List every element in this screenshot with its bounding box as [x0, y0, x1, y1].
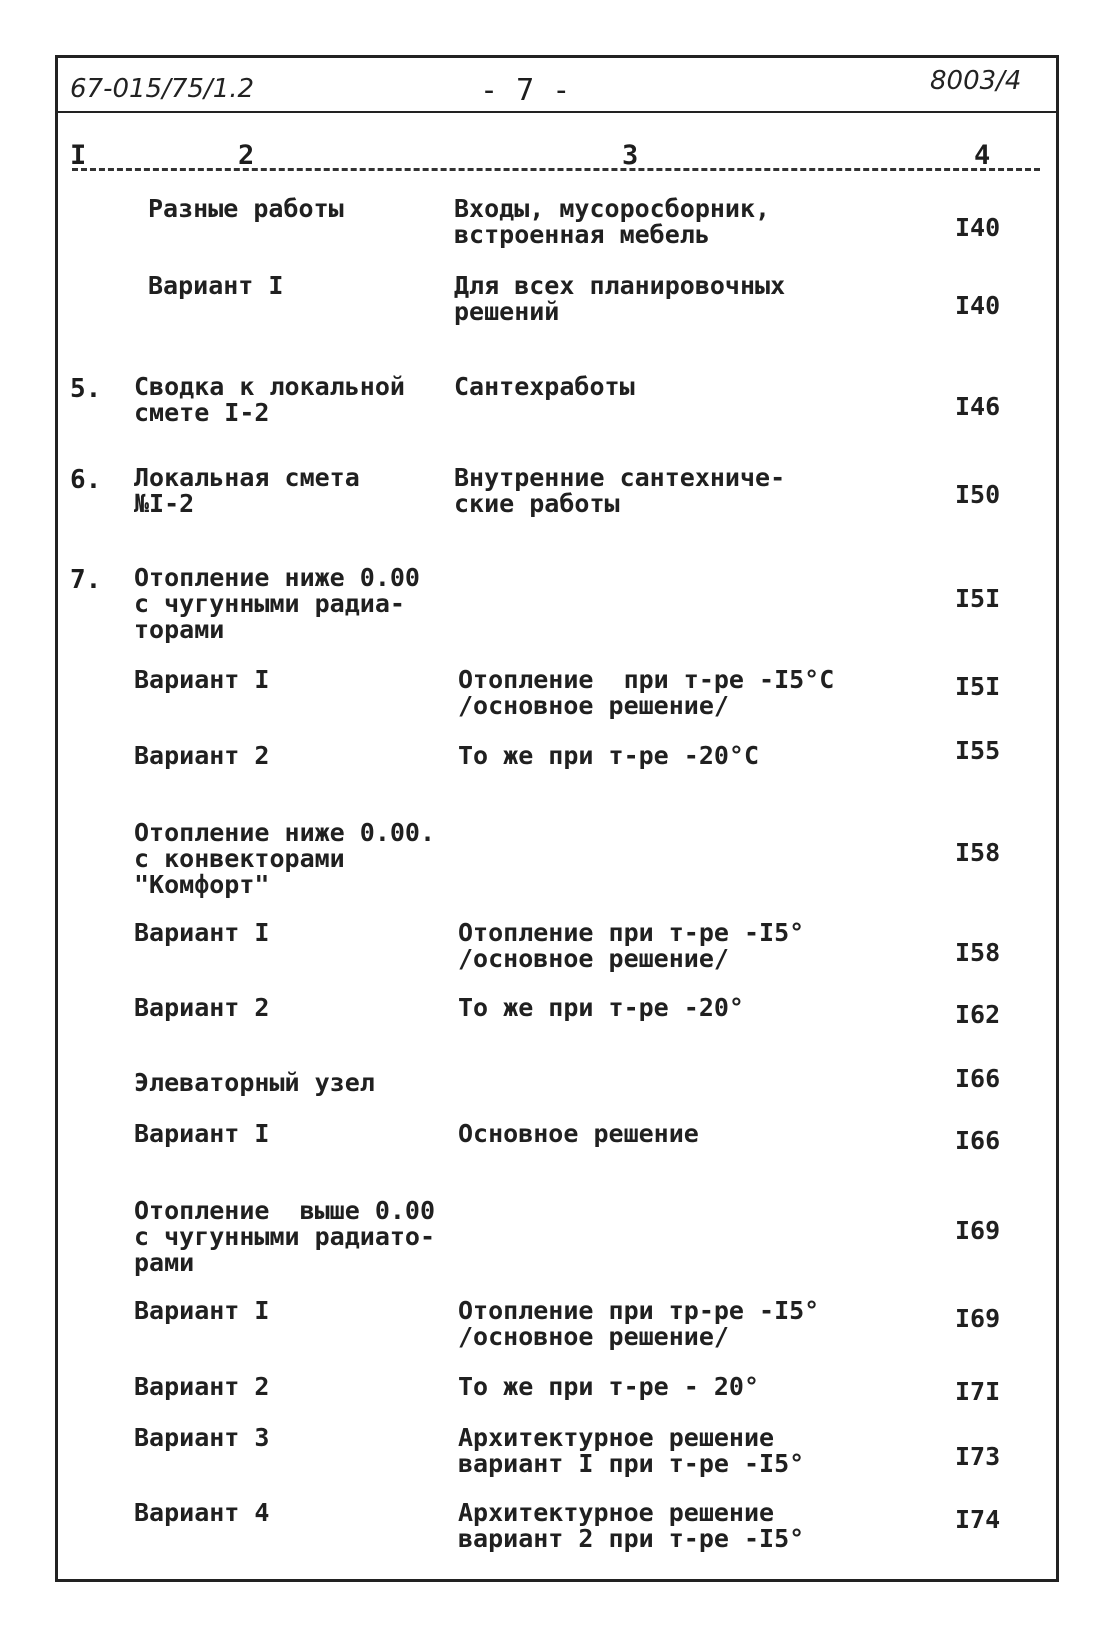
- column-number-2: 2: [238, 140, 255, 171]
- row-page: I69: [955, 1304, 1001, 1333]
- row-number: 6.: [70, 465, 102, 495]
- row-page: I50: [955, 480, 1001, 509]
- row-description: Отопление при т-ре -I5°С /основное решение/: [458, 665, 835, 720]
- doc-code: 67-015/75/1.2: [70, 74, 255, 104]
- row-name: Отопление ниже 0.00 с чугунными радиа- торами: [134, 563, 420, 644]
- row-number: 7.: [70, 565, 102, 595]
- row-name: Вариант I: [134, 665, 270, 694]
- row-description: Внутренние сантехниче- ские работы: [454, 463, 786, 518]
- row-number: 5.: [70, 374, 102, 404]
- row-name: Вариант 3: [134, 1423, 270, 1452]
- row-page: I7I: [955, 1377, 1001, 1406]
- sheet-code: 8003/4: [930, 66, 1022, 96]
- row-name: Вариант 2: [134, 1372, 270, 1401]
- row-page: I46: [955, 392, 1001, 421]
- row-name: Элеваторный узел: [134, 1068, 375, 1097]
- row-page: I5I: [955, 672, 1001, 701]
- column-header-dashed-rule: [72, 168, 1040, 171]
- row-name: Вариант I: [134, 1119, 270, 1148]
- row-page: I66: [955, 1064, 1001, 1093]
- row-page: I58: [955, 838, 1001, 867]
- row-description: Сантехработы: [454, 372, 635, 401]
- row-page: I40: [955, 213, 1001, 242]
- row-name: Отопление ниже 0.00. с конвекторами "Комфорт": [134, 818, 436, 899]
- row-description: То же при т-ре -20°: [458, 993, 744, 1022]
- row-description: Отопление при тр-ре -I5° /основное решение/: [458, 1296, 820, 1351]
- row-name: Вариант I: [134, 1296, 270, 1325]
- row-page: I69: [955, 1216, 1001, 1245]
- row-page: I74: [955, 1505, 1001, 1534]
- column-number-4: 4: [974, 140, 991, 171]
- row-name: Локальная смета №I-2: [134, 463, 360, 518]
- row-description: То же при т-ре - 20°: [458, 1372, 760, 1401]
- row-description: Входы, мусоросборник, встроенная мебель: [454, 194, 771, 249]
- row-name: Вариант I: [134, 918, 270, 947]
- page-number: - 7 -: [480, 73, 571, 108]
- row-description: Основное решение: [458, 1119, 699, 1148]
- row-description: Для всех планировочных решений: [454, 271, 786, 326]
- header-divider: [55, 111, 1059, 113]
- row-name: Вариант 4: [134, 1498, 270, 1527]
- row-page: I5I: [955, 584, 1001, 613]
- row-page: I58: [955, 938, 1001, 967]
- row-description: То же при т-ре -20°С: [458, 741, 760, 770]
- row-page: I62: [955, 1000, 1001, 1029]
- row-page: I66: [955, 1126, 1001, 1155]
- row-name: Вариант I: [148, 271, 284, 300]
- row-name: Разные работы: [148, 194, 344, 223]
- row-page: I40: [955, 291, 1001, 320]
- row-page: I73: [955, 1442, 1001, 1471]
- row-name: Сводка к локальной смете I-2: [134, 372, 405, 427]
- row-description: Архитектурное решение вариант I при т-ре -I5°: [458, 1423, 805, 1478]
- column-number-3: 3: [622, 140, 639, 171]
- row-name: Вариант 2: [134, 741, 270, 770]
- row-name: Отопление выше 0.00 с чугунными радиато- рами: [134, 1196, 436, 1277]
- column-number-1: I: [70, 140, 87, 171]
- row-description: Отопление при т-ре -I5° /основное решение/: [458, 918, 805, 973]
- row-page: I55: [955, 736, 1001, 765]
- row-description: Архитектурное решение вариант 2 при т-ре -I5°: [458, 1498, 805, 1553]
- row-name: Вариант 2: [134, 993, 270, 1022]
